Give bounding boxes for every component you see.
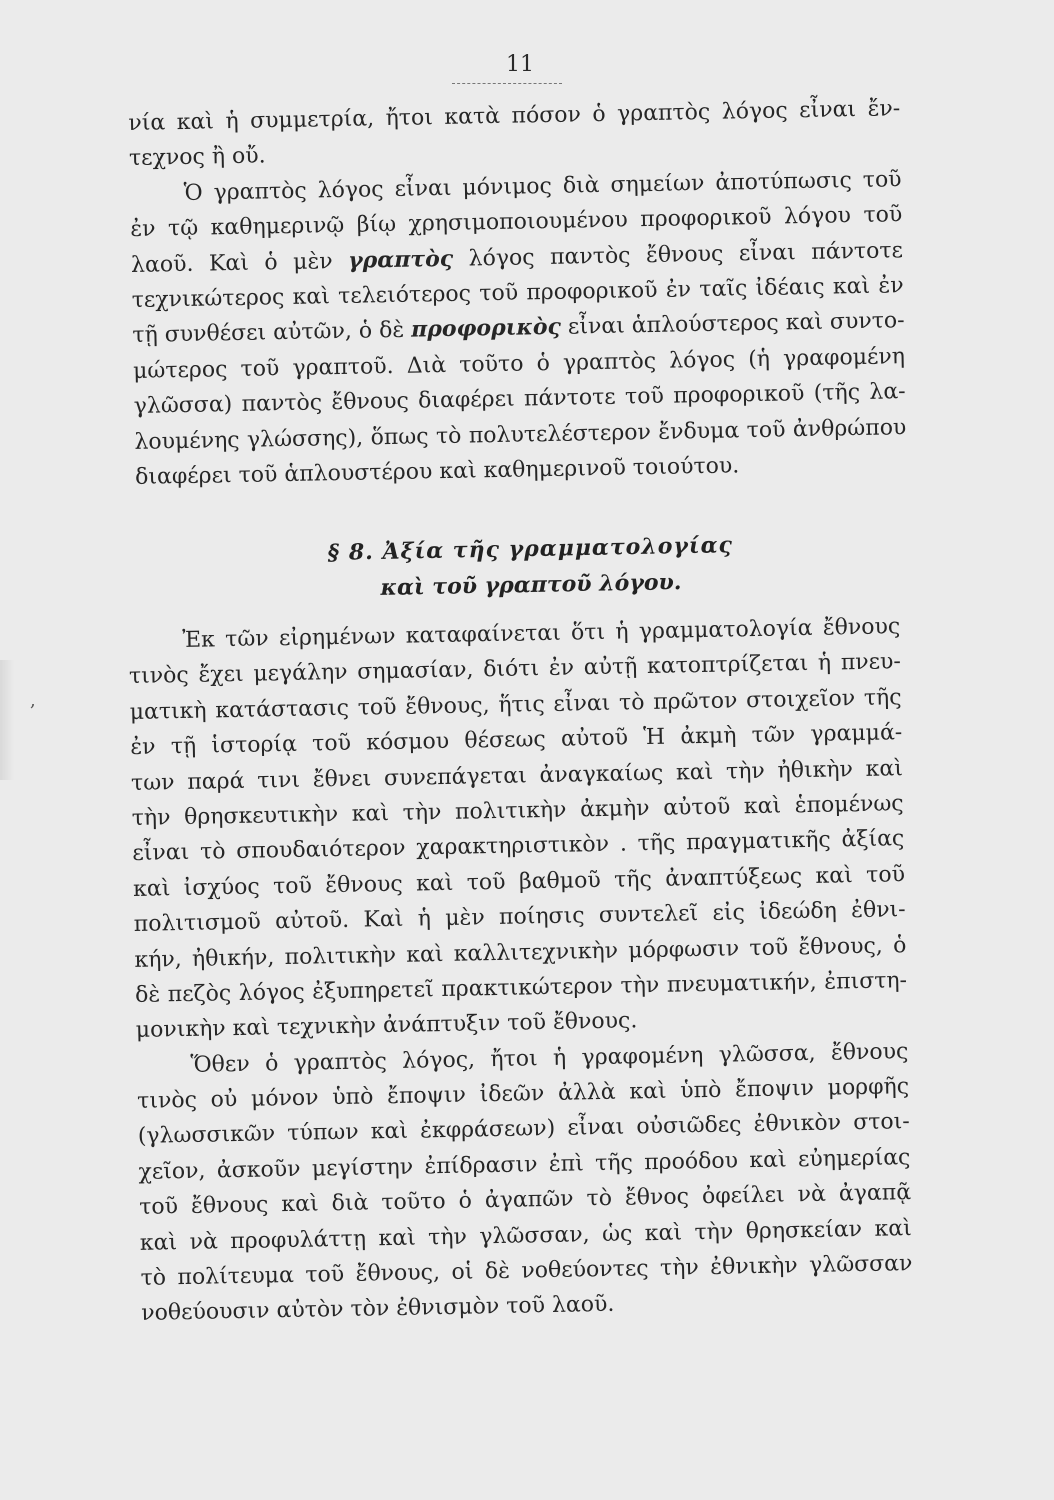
text-line: ματικὴ κατάστασις τοῦ ἔθνους, ἥτις εἶναι τὸ πρῶτον στοιχεῖον τῆς [129, 684, 902, 725]
text-line: διαφέρει τοῦ ἁπλουστέρου καὶ καθημερινοῦ τοιούτου. [134, 453, 740, 490]
text-line: νία καὶ ἡ συμμετρία, ἤτοι κατὰ πόσον ὁ γραπτὸς λόγος εἶναι ἔν- [128, 96, 901, 136]
text-line: Ὅθεν ὁ γραπτὸς λόγος, ἤτοι ἡ γραφομένη γλῶσσα, ἔθνους [190, 1038, 909, 1078]
text-line: τὸ πολίτευμα τοῦ ἔθνους, οἱ δὲ νοθεύοντες τὴν ἐθνικὴν γλῶσσαν [140, 1251, 913, 1291]
page-edge-shadow [0, 660, 14, 780]
text-fragment: λαοῦ. Καὶ ὁ μὲν [130, 248, 349, 278]
text-line: εἶναι τὸ σπουδαιότερον χαρακτηριστικὸν . τῆς πραγματικῆς ἀξίας [132, 826, 905, 867]
text-fragment: εἶναι ἁπλούστερος καὶ συντο- [560, 308, 905, 341]
text-line: καὶ ἰσχύος τοῦ ἔθνους καὶ τοῦ βαθμοῦ τῆς ἀναπτύξεως καὶ τοῦ [132, 861, 906, 902]
emphasis-graptos: γραπτὸς [347, 245, 454, 274]
section-heading [270, 526, 791, 608]
margin-mark: , [30, 690, 36, 711]
text-line: κήν, ἠθικήν, πολιτικὴν καὶ καλλιτεχνικὴν μόρφωσιν τοῦ ἔθνους, ὁ [134, 932, 907, 973]
text-line: πολιτισμοῦ αὐτοῦ. Καὶ ἡ μὲν ποίησις συντελεῖ εἰς ἰδεώδη ἐθνι- [133, 897, 906, 938]
text-line: των παρά τινι ἔθνει συνεπάγεται ἀναγκαίως καὶ τὴν ἠθικὴν καὶ [130, 755, 904, 796]
text-fragment: τῇ συνθέσει αὐτῶν, ὁ δὲ [132, 317, 412, 349]
text-line: χεῖον, ἀσκοῦν μεγίστην ἐπίδρασιν ἐπὶ τῆς προόδου καὶ εὐημερίας [138, 1144, 911, 1185]
text-line: δὲ πεζὸς λόγος ἐξυπηρετεῖ πρακτικώτερον τὴν πνευματικήν, ἐπιστη- [134, 968, 908, 1008]
text-line: τὴν θρησκευτικὴν καὶ τὴν πολιτικὴν ἀκμὴν αὐτοῦ καὶ ἑπομένως [131, 791, 904, 831]
text-line: μονικὴν καὶ τεχνικὴν ἀνάπτυξιν τοῦ ἔθνους. [135, 1008, 638, 1044]
text-line: τινὸς ἔχει μεγάλην σημασίαν, διότι ἐν αὐτῇ κατοπτρίζεται ἡ πνευ- [128, 649, 902, 690]
text-line: Ὁ γραπτὸς λόγος εἶναι μόνιμος διὰ σημείων ἀποτύπωσις τοῦ [183, 166, 902, 206]
text-line: τοῦ ἔθνους καὶ διὰ τοῦτο ὁ ἀγαπῶν τὸ ἔθνος ὀφείλει νὰ ἀγαπᾷ [138, 1180, 912, 1221]
page-number-rule [452, 83, 562, 84]
text-line: τεχνος ἢ οὔ. [128, 143, 266, 172]
text-fragment: λόγος παντὸς ἔθνους εἶναι πάντοτε [452, 237, 904, 272]
section-heading-line-2: καὶ τοῦ γραπτοῦ λόγου. [380, 569, 682, 601]
text-line: (γλωσσικῶν τύπων καὶ ἐκφράσεων) εἶναι οὐσιῶδες ἐθνικὸν στοι- [137, 1109, 910, 1150]
text-line: ἐν τῇ ἱστορίᾳ τοῦ κόσμου θέσεως αὐτοῦ Ἡ ἀκμὴ τῶν γραμμά- [130, 720, 903, 761]
text-line: μώτερος τοῦ γραπτοῦ. Διὰ τοῦτο ὁ γραπτὸς λόγος (ἡ γραφομένη [132, 343, 906, 384]
text-line: γλῶσσα) παντὸς ἔθνους διαφέρει πάντοτε τοῦ προφορικοῦ (τῆς λα- [133, 379, 906, 420]
text-line: καὶ νὰ προφυλάττῃ καὶ τὴν γλῶσσαν, ὡς καὶ τὴν θρησκείαν καὶ [139, 1215, 912, 1256]
text-line: τινὸς οὐ μόνον ὑπὸ ἔποψιν ἰδεῶν ἀλλὰ καὶ ὑπὸ ἔποψιν μορφῆς [136, 1074, 910, 1114]
page-number: 11 [506, 52, 534, 77]
text-line: λουμένης γλώσσης), ὅπως τὸ πολυτελέστερον ἔνδυμα τοῦ ἀνθρώπου [134, 414, 907, 455]
text-line: ἐν τῷ καθημερινῷ βίῳ χρησιμοποιουμένου προφορικοῦ λόγου τοῦ [130, 202, 903, 243]
paragraph-continuation [128, 91, 907, 495]
text-line: νοθεύουσιν αὐτὸν τὸν ἐθνισμὸν τοῦ λαοῦ. [141, 1292, 615, 1327]
text-line: Ἐκ τῶν εἰρημένων καταφαίνεται ὅτι ἡ γραμματολογία ἔθνους [182, 614, 901, 653]
section-body [128, 609, 913, 1332]
text-line: τεχνικώτερος καὶ τελειότερος τοῦ προφορικοῦ ἐν ταῖς ἰδέαις καὶ ἐν [131, 273, 904, 313]
emphasis-proforikos: προφορικὸς [410, 314, 562, 343]
section-heading-line-1: § 8. Ἀξία τῆς γραμματολογίας [327, 532, 734, 566]
